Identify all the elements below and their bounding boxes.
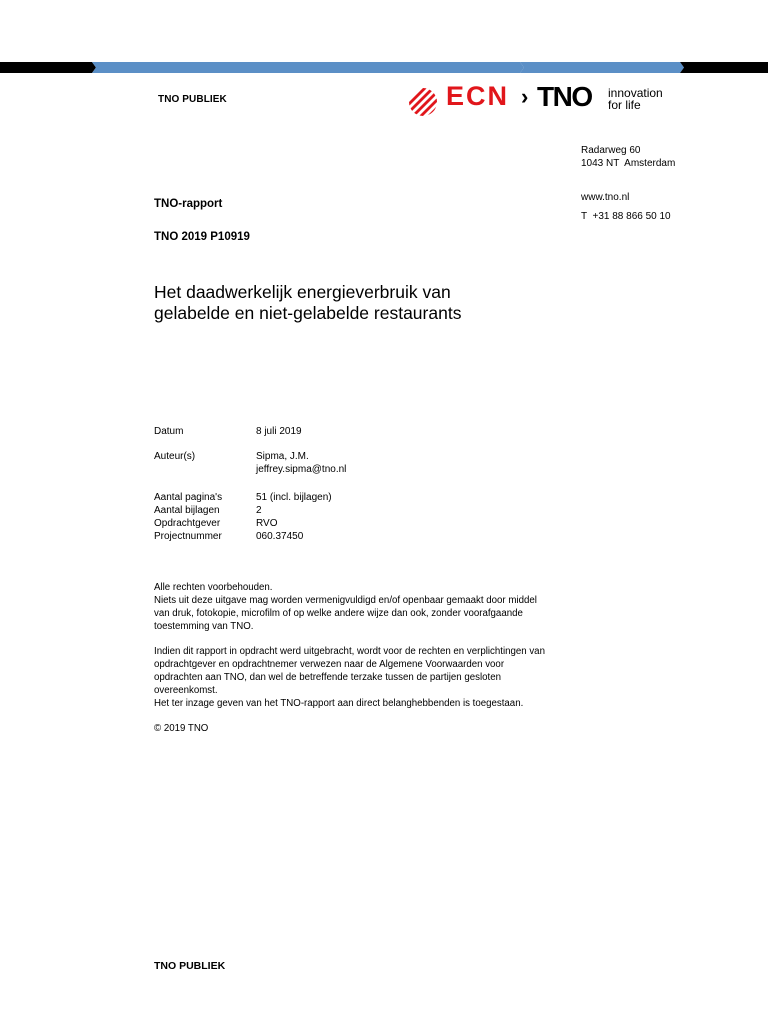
meta-row-label: Projectnummer: [154, 531, 222, 542]
legal-line: Alle rechten voorbehouden.: [154, 582, 273, 593]
band-dark-right: [680, 62, 768, 73]
legal-line: van druk, fotokopie, microfilm of op welke andere wijze dan ook, zonder voorafgaande: [154, 608, 523, 619]
tno-wordmark: TNO: [537, 81, 592, 112]
ecn-tno-logo: [408, 81, 678, 119]
logo-separator-icon: ›: [521, 84, 529, 109]
contact-website[interactable]: www.tno.nl: [581, 192, 630, 203]
legal-line: overeenkomst.: [154, 685, 218, 696]
header-color-band: [0, 62, 768, 73]
legal-line: Het ter inzage geven van het TNO-rapport aan direct belanghebbenden is toegestaan.: [154, 698, 524, 709]
ecn-wordmark: ECN: [446, 81, 510, 111]
report-title: [154, 282, 534, 324]
meta-row-value: RVO: [256, 518, 278, 529]
legal-line: Niets uit deze uitgave mag worden vermenigvuldigd en/of openbaar gemaakt door middel: [154, 595, 537, 606]
legal-paragraph-commission: [154, 645, 584, 710]
contact-address: [581, 144, 675, 170]
address-city: 1043 NT Amsterdam: [581, 158, 676, 169]
meta-row-label: Aantal bijlagen: [154, 505, 220, 516]
report-title-line-1: Het daadwerkelijk energieverbruik van: [154, 282, 451, 302]
address-street: Radarweg 60: [581, 145, 641, 156]
meta-row-value: 51 (incl. bijlagen): [256, 492, 332, 503]
meta-datum-value: 8 juli 2019: [256, 426, 302, 437]
report-number: TNO 2019 P10919: [154, 231, 250, 243]
legal-line: opdrachtgever en opdrachtnemer verwezen naar de Algemene Voorwaarden voor: [154, 659, 505, 670]
ecn-stripes-icon: [408, 87, 442, 117]
meta-row-value: 060.37450: [256, 531, 304, 542]
meta-auteur-email[interactable]: jeffrey.sipma@tno.nl: [256, 464, 347, 475]
meta-auteur-label: Auteur(s): [154, 451, 196, 462]
copyright: © 2019 TNO: [154, 723, 209, 734]
contact-phone: T +31 88 866 50 10: [581, 211, 671, 222]
band-dark-left: [0, 62, 96, 73]
meta-datum-label: Datum: [154, 426, 184, 437]
legal-paragraph-rights: [154, 581, 584, 633]
meta-row-value: 2: [256, 505, 262, 516]
report-type: TNO-rapport: [154, 198, 223, 210]
classification-header: TNO PUBLIEK: [158, 94, 227, 105]
legal-line: Indien dit rapport in opdracht werd uitgebracht, wordt voor de rechten en verplichtingen van: [154, 646, 545, 657]
report-title-line-2: gelabelde en niet-gelabelde restaurants: [154, 303, 462, 323]
meta-row-label: Aantal pagina's: [154, 492, 223, 503]
tno-tagline: [608, 87, 663, 111]
tagline-line-1: innovation: [608, 86, 663, 100]
band-light-right: [520, 62, 684, 73]
tagline-line-2: for life: [608, 98, 641, 112]
band-light-middle: [92, 62, 524, 73]
legal-line: toestemming van TNO.: [154, 621, 254, 632]
classification-footer: TNO PUBLIEK: [154, 960, 226, 972]
meta-auteur-name: Sipma, J.M.: [256, 451, 309, 462]
meta-row-label: Opdrachtgever: [154, 518, 221, 529]
legal-line: opdrachten aan TNO, dan wel de betreffende terzake tussen de partijen gesloten: [154, 672, 502, 683]
legal-notice: [154, 581, 584, 735]
